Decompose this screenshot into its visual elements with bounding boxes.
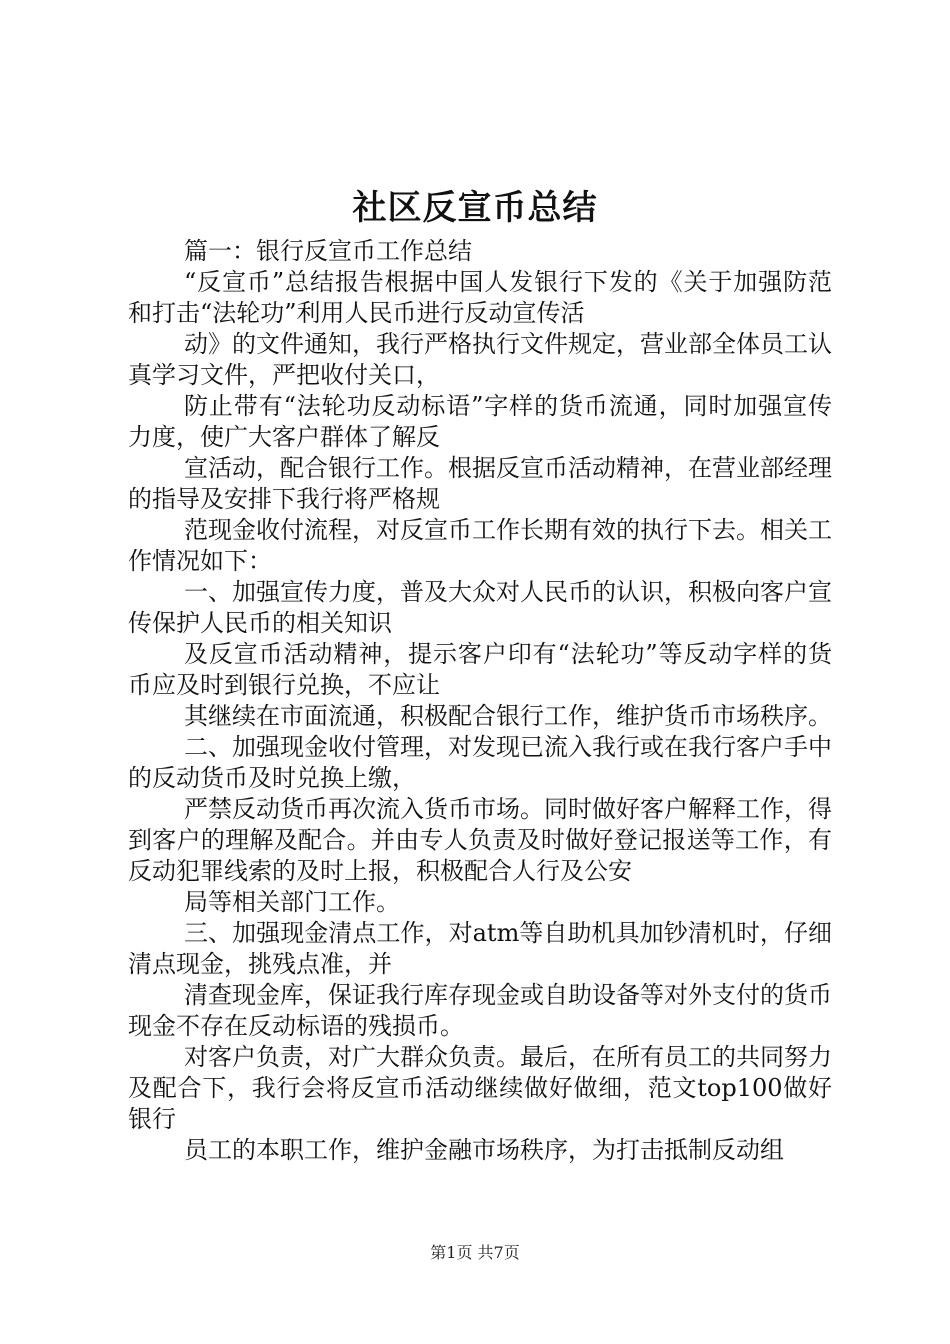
paragraph: 篇一：银行反宣币工作总结 [184,237,472,265]
paragraph: “反宣币”总结报告根据中国人发银行下发的《关于加强防范和打击“法轮功”利用人民币进行反动宣传活 [128,268,832,327]
paragraph: 严禁反动货币再次流入货币市场。同时做好客户解释工作，得到客户的理解及配合。并由专人负责及时做好登记报送等工作，有反动犯罪线索的及时上报，积极配合人行及公安 [128,795,832,885]
paragraph: 宣活动，配合银行工作。根据反宣币活动精神，在营业部经理的指导及安排下我行将严格规 [128,454,832,513]
paragraph: 对客户负责，对广大群众负责。最后，在所有员工的共同努力及配合下，我行会将反宣币活动继续做好做细，范文top100做好银行 [128,1043,832,1133]
paragraph: 清查现金库，保证我行库存现金或自助设备等对外支付的货币现金不存在反动标语的残损币。 [128,981,832,1040]
document-title: 社区反宣币总结 [352,188,598,228]
paragraph: 员工的本职工作，维护金融市场秩序，为打击抵制反动组 [184,1136,784,1164]
paragraph: 范现金收付流程，对反宣币工作长期有效的执行下去。相关工作情况如下： [128,516,832,575]
paragraph: 动》的文件通知，我行严格执行文件规定，营业部全体员工认真学习文件，严把收付关口， [128,330,832,389]
paragraph: 防止带有“法轮功反动标语”字样的货币流通，同时加强宣传力度，使广大客户群体了解反 [128,392,832,451]
paragraph: 其继续在市面流通，积极配合银行工作，维护货币市场秩序。 [184,702,832,730]
paragraph: 局等相关部门工作。 [184,888,400,916]
page-indicator: 第1页 共7页 [430,1243,520,1262]
paragraph: 二、加强现金收付管理，对发现已流入我行或在我行客户手中的反动货币及时兑换上缴， [128,733,832,792]
paragraph: 一、加强宣传力度，普及大众对人民币的认识，积极向客户宣传保护人民币的相关知识 [128,578,832,637]
paragraph: 及反宣币活动精神，提示客户印有“法轮功”等反动字样的货币应及时到银行兑换，不应让 [128,640,832,699]
document-body [128,236,832,1166]
paragraph: 三、加强现金清点工作，对atm等自助机具加钞清机时，仔细清点现金，挑残点准，并 [128,919,832,978]
